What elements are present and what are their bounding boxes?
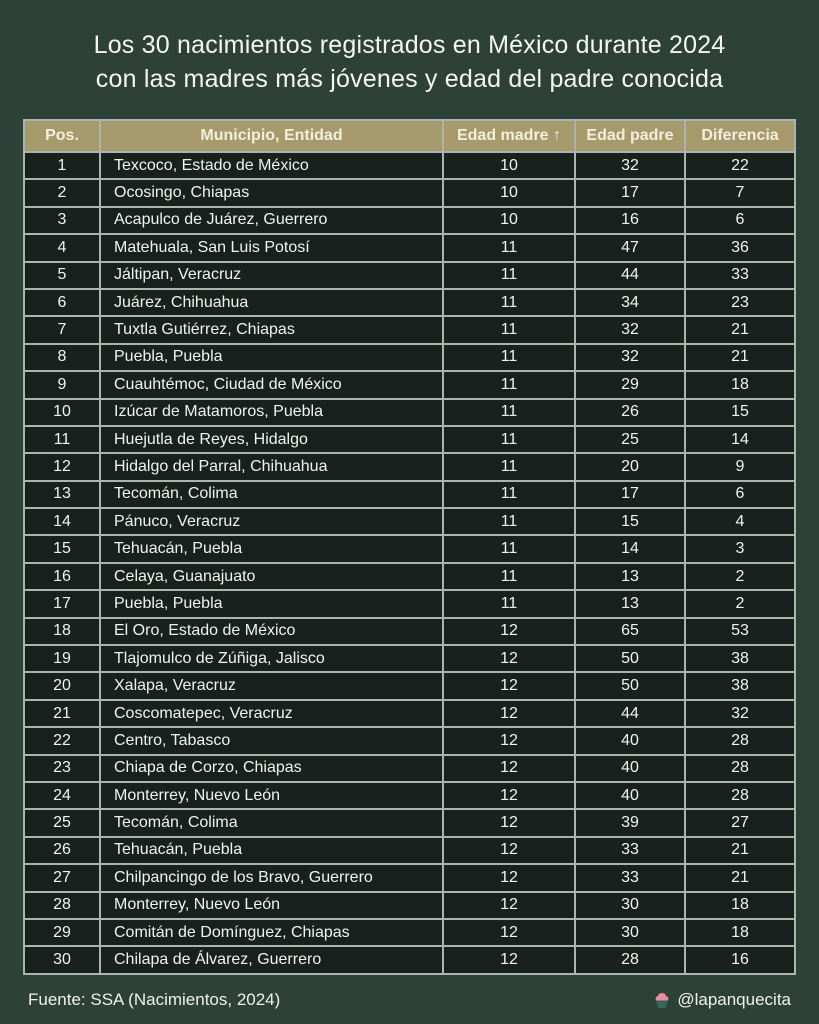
pos-cell: 19 — [24, 645, 100, 672]
col-header-diferencia: Diferencia — [685, 120, 795, 152]
edad-madre-cell: 12 — [443, 672, 575, 699]
municipio-cell: El Oro, Estado de México — [100, 618, 443, 645]
municipio-cell: Tecomán, Colima — [100, 481, 443, 508]
edad-padre-cell: 34 — [575, 289, 685, 316]
table-row — [24, 207, 795, 234]
edad-padre-cell: 17 — [575, 481, 685, 508]
table-row — [24, 508, 795, 535]
municipio-cell: Tehuacán, Puebla — [100, 535, 443, 562]
edad-madre-cell: 11 — [443, 453, 575, 480]
edad-madre-cell: 12 — [443, 618, 575, 645]
diferencia-cell: 16 — [685, 946, 795, 973]
edad-madre-cell: 10 — [443, 179, 575, 206]
municipio-cell: Monterrey, Nuevo León — [100, 892, 443, 919]
pos-cell: 10 — [24, 399, 100, 426]
edad-madre-cell: 12 — [443, 892, 575, 919]
municipio-cell: Acapulco de Juárez, Guerrero — [100, 207, 443, 234]
table-row — [24, 946, 795, 973]
edad-padre-cell: 44 — [575, 262, 685, 289]
table-row — [24, 371, 795, 398]
diferencia-cell: 2 — [685, 563, 795, 590]
table-row — [24, 344, 795, 371]
edad-madre-cell: 11 — [443, 508, 575, 535]
edad-padre-cell: 40 — [575, 727, 685, 754]
edad-padre-cell: 50 — [575, 645, 685, 672]
pos-cell: 24 — [24, 782, 100, 809]
diferencia-cell: 22 — [685, 152, 795, 179]
diferencia-cell: 21 — [685, 837, 795, 864]
municipio-cell: Tecomán, Colima — [100, 809, 443, 836]
diferencia-cell: 28 — [685, 755, 795, 782]
pos-cell: 8 — [24, 344, 100, 371]
page-title-line2: con las madres más jóvenes y edad del padre conocida — [95, 65, 724, 93]
diferencia-cell: 18 — [685, 919, 795, 946]
edad-madre-cell: 12 — [443, 782, 575, 809]
table-row — [24, 535, 795, 562]
municipio-cell: Cuauhtémoc, Ciudad de México — [100, 371, 443, 398]
table-row — [24, 782, 795, 809]
municipio-cell: Pánuco, Veracruz — [100, 508, 443, 535]
table-row — [24, 809, 795, 836]
pos-cell: 11 — [24, 426, 100, 453]
table-body — [24, 152, 795, 974]
pos-cell: 15 — [24, 535, 100, 562]
edad-madre-cell: 12 — [443, 946, 575, 973]
diferencia-cell: 6 — [685, 207, 795, 234]
diferencia-cell: 14 — [685, 426, 795, 453]
edad-madre-cell: 11 — [443, 316, 575, 343]
pos-cell: 22 — [24, 727, 100, 754]
pos-cell: 16 — [24, 563, 100, 590]
pos-cell: 4 — [24, 234, 100, 261]
municipio-cell: Ocosingo, Chiapas — [100, 179, 443, 206]
diferencia-cell: 9 — [685, 453, 795, 480]
pos-cell: 26 — [24, 837, 100, 864]
pos-cell: 5 — [24, 262, 100, 289]
edad-padre-cell: 26 — [575, 399, 685, 426]
footer — [0, 990, 819, 1010]
page-title — [0, 0, 819, 96]
cupcake-icon — [654, 992, 670, 1009]
diferencia-cell: 21 — [685, 316, 795, 343]
municipio-cell: Hidalgo del Parral, Chihuahua — [100, 453, 443, 480]
col-header-edad-padre: Edad padre — [575, 120, 685, 152]
municipio-cell: Comitán de Domínguez, Chiapas — [100, 919, 443, 946]
table-row — [24, 426, 795, 453]
edad-madre-cell: 11 — [443, 563, 575, 590]
diferencia-cell: 23 — [685, 289, 795, 316]
diferencia-cell: 3 — [685, 535, 795, 562]
pos-cell: 25 — [24, 809, 100, 836]
pos-cell: 14 — [24, 508, 100, 535]
municipio-cell: Texcoco, Estado de México — [100, 152, 443, 179]
diferencia-cell: 18 — [685, 892, 795, 919]
pos-cell: 20 — [24, 672, 100, 699]
edad-padre-cell: 32 — [575, 152, 685, 179]
edad-madre-cell: 11 — [443, 399, 575, 426]
edad-padre-cell: 13 — [575, 590, 685, 617]
edad-padre-cell: 13 — [575, 563, 685, 590]
edad-madre-cell: 12 — [443, 919, 575, 946]
table-row — [24, 727, 795, 754]
header-row — [24, 120, 795, 152]
table-row — [24, 590, 795, 617]
edad-madre-cell: 11 — [443, 262, 575, 289]
municipio-cell: Chilpancingo de los Bravo, Guerrero — [100, 864, 443, 891]
page-title-line1: Los 30 nacimientos registrados en México durante 2024 — [93, 31, 726, 59]
edad-madre-cell: 11 — [443, 426, 575, 453]
table-row — [24, 618, 795, 645]
edad-madre-cell: 11 — [443, 344, 575, 371]
edad-madre-cell: 12 — [443, 645, 575, 672]
edad-madre-cell: 11 — [443, 371, 575, 398]
edad-madre-cell: 12 — [443, 727, 575, 754]
municipio-cell: Puebla, Puebla — [100, 590, 443, 617]
births-table — [23, 119, 796, 975]
pos-cell: 3 — [24, 207, 100, 234]
table-row — [24, 672, 795, 699]
table-row — [24, 892, 795, 919]
diferencia-cell: 33 — [685, 262, 795, 289]
edad-padre-cell: 65 — [575, 618, 685, 645]
municipio-cell: Huejutla de Reyes, Hidalgo — [100, 426, 443, 453]
edad-madre-cell: 10 — [443, 207, 575, 234]
diferencia-cell: 38 — [685, 672, 795, 699]
col-header-municipio: Municipio, Entidad — [100, 120, 443, 152]
municipio-cell: Xalapa, Veracruz — [100, 672, 443, 699]
municipio-cell: Celaya, Guanajuato — [100, 563, 443, 590]
edad-madre-cell: 12 — [443, 837, 575, 864]
table-row — [24, 481, 795, 508]
pos-cell: 29 — [24, 919, 100, 946]
edad-padre-cell: 33 — [575, 864, 685, 891]
municipio-cell: Puebla, Puebla — [100, 344, 443, 371]
edad-padre-cell: 20 — [575, 453, 685, 480]
edad-padre-cell: 50 — [575, 672, 685, 699]
edad-padre-cell: 28 — [575, 946, 685, 973]
col-header-edad-madre: Edad madre ↑ — [443, 120, 575, 152]
table-row — [24, 234, 795, 261]
diferencia-cell: 28 — [685, 727, 795, 754]
pos-cell: 28 — [24, 892, 100, 919]
edad-padre-cell: 44 — [575, 700, 685, 727]
edad-padre-cell: 14 — [575, 535, 685, 562]
credit-handle: @lapanquecita — [677, 990, 791, 1009]
edad-madre-cell: 12 — [443, 864, 575, 891]
edad-padre-cell: 32 — [575, 316, 685, 343]
pos-cell: 18 — [24, 618, 100, 645]
edad-madre-cell: 11 — [443, 234, 575, 261]
table-row — [24, 262, 795, 289]
edad-padre-cell: 16 — [575, 207, 685, 234]
diferencia-cell: 2 — [685, 590, 795, 617]
table-row — [24, 289, 795, 316]
edad-madre-cell: 12 — [443, 700, 575, 727]
diferencia-cell: 6 — [685, 481, 795, 508]
diferencia-cell: 4 — [685, 508, 795, 535]
pos-cell: 2 — [24, 179, 100, 206]
diferencia-cell: 21 — [685, 344, 795, 371]
edad-madre-cell: 11 — [443, 481, 575, 508]
diferencia-cell: 21 — [685, 864, 795, 891]
edad-padre-cell: 30 — [575, 919, 685, 946]
edad-padre-cell: 32 — [575, 344, 685, 371]
diferencia-cell: 38 — [685, 645, 795, 672]
municipio-cell: Centro, Tabasco — [100, 727, 443, 754]
municipio-cell: Jáltipan, Veracruz — [100, 262, 443, 289]
pos-cell: 6 — [24, 289, 100, 316]
edad-padre-cell: 29 — [575, 371, 685, 398]
municipio-cell: Monterrey, Nuevo León — [100, 782, 443, 809]
municipio-cell: Matehuala, San Luis Potosí — [100, 234, 443, 261]
pos-cell: 7 — [24, 316, 100, 343]
diferencia-cell: 53 — [685, 618, 795, 645]
edad-madre-cell: 10 — [443, 152, 575, 179]
pos-cell: 17 — [24, 590, 100, 617]
municipio-cell: Tehuacán, Puebla — [100, 837, 443, 864]
table-row — [24, 179, 795, 206]
table-row — [24, 316, 795, 343]
municipio-cell: Izúcar de Matamoros, Puebla — [100, 399, 443, 426]
pos-cell: 21 — [24, 700, 100, 727]
credit — [654, 990, 791, 1010]
municipio-cell: Juárez, Chihuahua — [100, 289, 443, 316]
diferencia-cell: 28 — [685, 782, 795, 809]
edad-padre-cell: 40 — [575, 782, 685, 809]
source-note: Fuente: SSA (Nacimientos, 2024) — [28, 990, 281, 1009]
edad-padre-cell: 39 — [575, 809, 685, 836]
municipio-cell: Tuxtla Gutiérrez, Chiapas — [100, 316, 443, 343]
col-header-pos: Pos. — [24, 120, 100, 152]
edad-padre-cell: 15 — [575, 508, 685, 535]
edad-madre-cell: 11 — [443, 289, 575, 316]
diferencia-cell: 36 — [685, 234, 795, 261]
edad-madre-cell: 11 — [443, 535, 575, 562]
edad-madre-cell: 12 — [443, 755, 575, 782]
pos-cell: 30 — [24, 946, 100, 973]
diferencia-cell: 27 — [685, 809, 795, 836]
table-row — [24, 864, 795, 891]
table-row — [24, 700, 795, 727]
municipio-cell: Tlajomulco de Zúñiga, Jalisco — [100, 645, 443, 672]
pos-cell: 1 — [24, 152, 100, 179]
edad-padre-cell: 47 — [575, 234, 685, 261]
table-row — [24, 919, 795, 946]
edad-madre-cell: 12 — [443, 809, 575, 836]
table-row — [24, 755, 795, 782]
pos-cell: 23 — [24, 755, 100, 782]
edad-padre-cell: 30 — [575, 892, 685, 919]
diferencia-cell: 15 — [685, 399, 795, 426]
table-row — [24, 152, 795, 179]
pos-cell: 13 — [24, 481, 100, 508]
pos-cell: 9 — [24, 371, 100, 398]
municipio-cell: Chiapa de Corzo, Chiapas — [100, 755, 443, 782]
diferencia-cell: 7 — [685, 179, 795, 206]
table-row — [24, 453, 795, 480]
edad-padre-cell: 17 — [575, 179, 685, 206]
municipio-cell: Chilapa de Álvarez, Guerrero — [100, 946, 443, 973]
edad-padre-cell: 33 — [575, 837, 685, 864]
pos-cell: 27 — [24, 864, 100, 891]
table-row — [24, 399, 795, 426]
edad-padre-cell: 40 — [575, 755, 685, 782]
pos-cell: 12 — [24, 453, 100, 480]
table-row — [24, 645, 795, 672]
edad-madre-cell: 11 — [443, 590, 575, 617]
edad-padre-cell: 25 — [575, 426, 685, 453]
table-row — [24, 563, 795, 590]
diferencia-cell: 18 — [685, 371, 795, 398]
municipio-cell: Coscomatepec, Veracruz — [100, 700, 443, 727]
diferencia-cell: 32 — [685, 700, 795, 727]
table-row — [24, 837, 795, 864]
